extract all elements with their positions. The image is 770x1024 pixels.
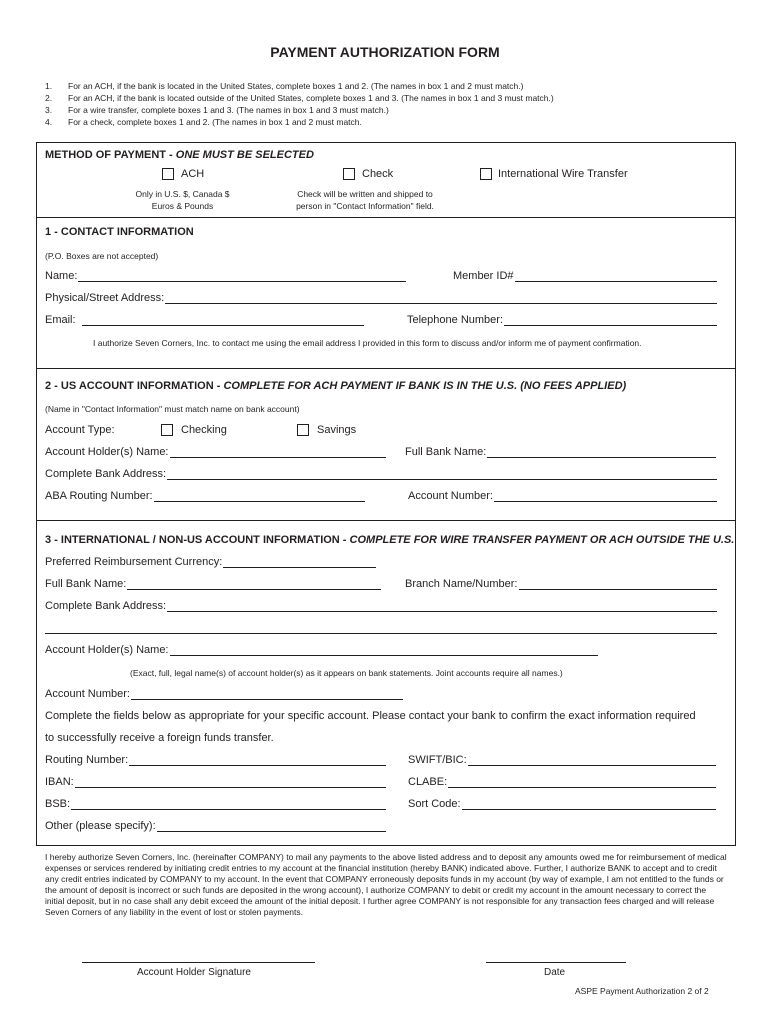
intl-instructions-line-2: to successfully receive a foreign funds transfer. <box>45 732 274 744</box>
contact-note: (P.O. Boxes are not accepted) <box>45 251 159 261</box>
section-divider <box>36 217 736 218</box>
iban-label: IBAN: <box>45 776 74 788</box>
member-id-field[interactable] <box>453 270 717 282</box>
intl-heading-text: 3 - INTERNATIONAL / NON-US ACCOUNT INFORMATION - <box>45 534 350 546</box>
check-note-line: person in "Contact Information" field. <box>296 201 434 211</box>
instruction-text: For an ACH, if the bank is located in the United States, complete boxes 1 and 2. (The names in box 1 and 2 must match.) <box>68 81 524 91</box>
instruction-item <box>45 80 554 92</box>
signature-label: Account Holder Signature <box>137 967 251 978</box>
page-footer: ASPE Payment Authorization 2 of 2 <box>575 986 709 996</box>
contact-authorization-note: I authorize Seven Corners, Inc. to contact me using the email address I provided in this form to discuss and/or inform me of payment confirmation. <box>93 338 642 348</box>
intl-bank-address-field[interactable] <box>45 600 717 612</box>
bsb-field[interactable] <box>45 798 386 810</box>
aba-routing-field[interactable] <box>45 490 365 502</box>
aba-routing-input-line[interactable] <box>154 492 365 502</box>
branch-label: Branch Name/Number: <box>405 578 518 590</box>
clabe-label: CLABE: <box>408 776 448 788</box>
instruction-text: For a check, complete boxes 1 and 2. (The names in box 1 and 2 must match. <box>68 117 362 127</box>
savings-checkbox[interactable] <box>297 424 309 436</box>
street-address-input-line[interactable] <box>165 294 717 304</box>
branch-input-line[interactable] <box>519 580 718 590</box>
method-heading-emphasis: ONE MUST BE SELECTED <box>175 149 314 161</box>
intl-bank-address-input-line[interactable] <box>167 602 717 612</box>
instruction-item <box>45 104 554 116</box>
account-type-label: Account Type: <box>45 424 115 436</box>
telephone-field[interactable] <box>407 314 717 326</box>
wire-transfer-label: International Wire Transfer <box>498 168 628 180</box>
email-input-line[interactable] <box>82 316 364 326</box>
routing-number-field[interactable] <box>45 754 386 766</box>
clabe-field[interactable] <box>408 776 716 788</box>
checking-checkbox[interactable] <box>161 424 173 436</box>
form-title: PAYMENT AUTHORIZATION FORM <box>270 44 500 60</box>
ach-checkbox[interactable] <box>162 168 174 180</box>
us-bank-name-field[interactable] <box>405 446 716 458</box>
intl-bank-address-label: Complete Bank Address: <box>45 600 167 612</box>
us-account-heading <box>45 380 626 392</box>
clabe-input-line[interactable] <box>448 778 716 788</box>
ach-note-line: Only in U.S. $, Canada $ <box>135 189 230 199</box>
instruction-text: For a wire transfer, complete boxes 1 and 3. (The names in box 1 and 3 must match.) <box>68 105 389 115</box>
currency-input-line[interactable] <box>223 558 376 568</box>
currency-label: Preferred Reimbursement Currency: <box>45 556 223 568</box>
other-label: Other (please specify): <box>45 820 156 832</box>
ach-note <box>110 188 255 212</box>
intl-instructions-line-1: Complete the fields below as appropriate for your specific account. Please contact your bank to confirm the exact information required <box>45 710 696 722</box>
us-bank-name-label: Full Bank Name: <box>405 446 487 458</box>
swift-input-line[interactable] <box>468 756 716 766</box>
us-account-holder-input-line[interactable] <box>170 448 387 458</box>
member-id-label: Member ID# <box>453 270 514 282</box>
contact-heading: 1 - CONTACT INFORMATION <box>45 226 194 238</box>
intl-bank-address-line-2[interactable] <box>45 633 717 634</box>
us-bank-address-label: Complete Bank Address: <box>45 468 167 480</box>
email-field[interactable] <box>45 314 364 326</box>
savings-label: Savings <box>317 424 357 436</box>
us-account-heading-text: 2 - US ACCOUNT INFORMATION - <box>45 380 224 392</box>
check-label: Check <box>362 168 394 180</box>
check-checkbox[interactable] <box>343 168 355 180</box>
other-field[interactable] <box>45 820 386 832</box>
sort-code-label: Sort Code: <box>408 798 461 810</box>
date-line[interactable] <box>486 962 626 963</box>
sort-code-field[interactable] <box>408 798 716 810</box>
ach-label: ACH <box>181 168 205 180</box>
section-divider <box>36 520 736 521</box>
us-account-number-label: Account Number: <box>408 490 493 502</box>
street-address-field[interactable] <box>45 292 717 304</box>
member-id-input-line[interactable] <box>515 272 717 282</box>
checking-label: Checking <box>181 424 227 436</box>
section-divider <box>36 368 736 369</box>
name-label: Name: <box>45 270 78 282</box>
intl-account-number-field[interactable] <box>45 688 403 700</box>
name-input-line[interactable] <box>78 272 406 282</box>
iban-field[interactable] <box>45 776 386 788</box>
currency-field[interactable] <box>45 556 376 568</box>
intl-bank-name-input-line[interactable] <box>127 580 381 590</box>
us-account-note: (Name in "Contact Information" must match name on bank account) <box>45 404 300 414</box>
intl-account-number-label: Account Number: <box>45 688 130 700</box>
check-note-line: Check will be written and shipped to <box>297 189 433 199</box>
check-note <box>270 188 460 212</box>
intl-heading-emphasis: COMPLETE FOR WIRE TRANSFER PAYMENT OR ACH OUTSIDE THE U.S. <box>349 534 735 546</box>
routing-number-label: Routing Number: <box>45 754 129 766</box>
us-account-holder-field[interactable] <box>45 446 386 458</box>
signature-line[interactable] <box>82 962 315 963</box>
bsb-input-line[interactable] <box>71 800 386 810</box>
intl-account-holder-note: (Exact, full, legal name(s) of account holder(s) as it appears on bank statements. Joint accounts require all names.) <box>130 668 563 678</box>
intl-account-holder-input-line[interactable] <box>170 646 599 656</box>
intl-heading <box>45 534 734 546</box>
authorization-paragraph: I hereby authorize Seven Corners, Inc. (hereinafter COMPANY) to mail any payments to the above listed address and to deposit any amounts owed me for reimbursement of medical expenses or services rendered by initiating credit entries to my account at the financial institution (hereby BANK) indicated above. Further, I authorize BANK to accept and to credit any credit entries indicated by COMPANY to my account. In the event that COMPANY erroneously deposits funds in my account (by way of example, I am not entitled to the funds or the amount of deposit is incorrect or such funds are deposited in the wrong account), I authorize COMPANY to debit or credit my account in the amount necessary to correct the initial deposit, but in no case shall any debit exceed the amount of the initial deposit. I further agree COMPANY is not responsible for any transaction fees charged and will release Seven Corners of any liability in the event of lost or stolen payments. <box>45 852 727 917</box>
method-heading-text: METHOD OF PAYMENT - <box>45 149 176 161</box>
name-field[interactable] <box>45 270 406 282</box>
branch-field[interactable] <box>405 578 717 590</box>
swift-field[interactable] <box>408 754 716 766</box>
instructions-list <box>45 80 554 128</box>
date-label: Date <box>544 967 566 978</box>
iban-input-line[interactable] <box>75 778 386 788</box>
instruction-number: 2. <box>45 93 53 103</box>
us-account-holder-label: Account Holder(s) Name: <box>45 446 169 458</box>
instruction-text: For an ACH, if the bank is located outside of the United States, complete boxes 1 and 3. (The names in box 1 and 3 must match.) <box>68 93 554 103</box>
street-address-label: Physical/Street Address: <box>45 292 165 304</box>
other-input-line[interactable] <box>157 822 386 832</box>
intl-account-holder-label: Account Holder(s) Name: <box>45 644 169 656</box>
instruction-number: 1. <box>45 81 53 91</box>
us-bank-name-input-line[interactable] <box>487 448 716 458</box>
instruction-item <box>45 116 554 128</box>
intl-bank-name-field[interactable] <box>45 578 381 590</box>
routing-number-input-line[interactable] <box>129 756 386 766</box>
bsb-label: BSB: <box>45 798 71 810</box>
intl-account-number-input-line[interactable] <box>131 690 403 700</box>
sort-code-input-line[interactable] <box>462 800 716 810</box>
instruction-number: 4. <box>45 117 53 127</box>
us-bank-address-field[interactable] <box>45 468 717 480</box>
us-account-number-field[interactable] <box>408 490 717 502</box>
ach-note-line: Euros & Pounds <box>151 201 214 211</box>
method-heading <box>45 149 314 161</box>
intl-bank-name-label: Full Bank Name: <box>45 578 127 590</box>
swift-label: SWIFT/BIC: <box>408 754 467 766</box>
telephone-input-line[interactable] <box>504 316 717 326</box>
intl-account-holder-field[interactable] <box>45 644 598 656</box>
email-label: Email: <box>45 314 76 326</box>
us-account-number-input-line[interactable] <box>494 492 717 502</box>
telephone-label: Telephone Number: <box>407 314 504 326</box>
instruction-number: 3. <box>45 105 53 115</box>
us-account-heading-emphasis: COMPLETE FOR ACH PAYMENT IF BANK IS IN THE U.S. (NO FEES APPLIED) <box>223 380 627 392</box>
aba-routing-label: ABA Routing Number: <box>45 490 153 502</box>
wire-transfer-checkbox[interactable] <box>480 168 492 180</box>
us-bank-address-input-line[interactable] <box>167 470 717 480</box>
instruction-item <box>45 92 554 104</box>
